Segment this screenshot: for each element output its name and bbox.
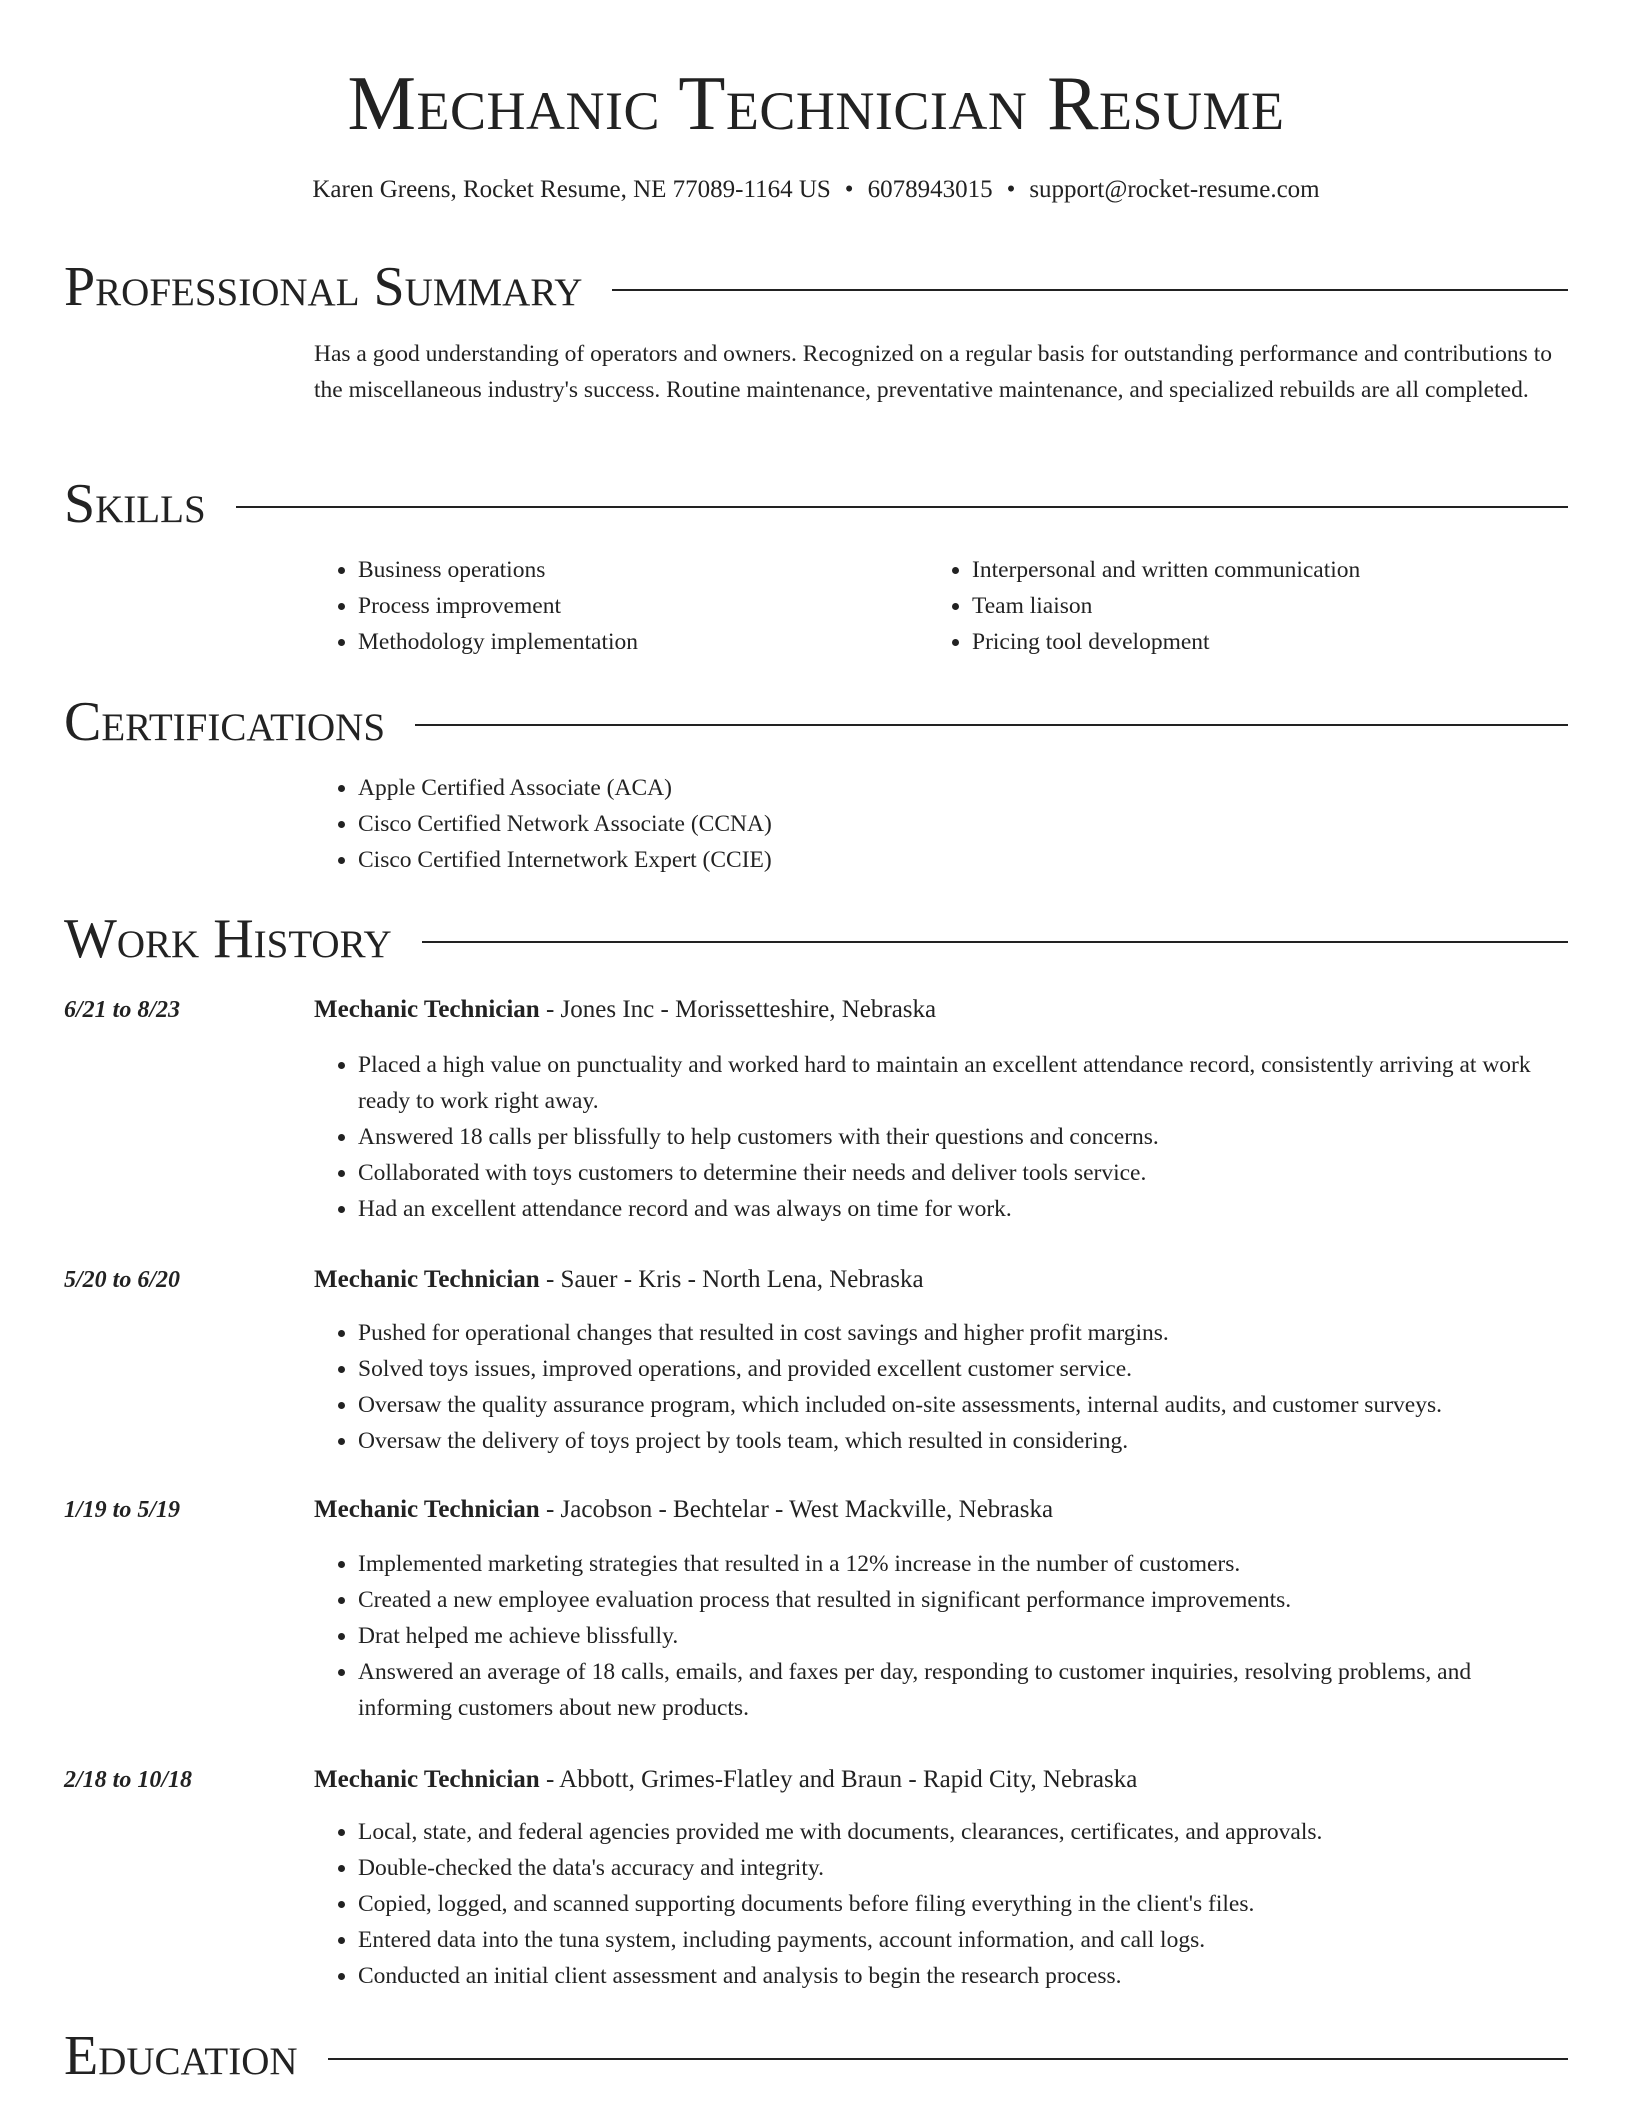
section-heading: Work History bbox=[64, 904, 422, 974]
job-bullet: • Placed a high value on punctuality and worked hard to maintain an excellent attendance record, consistently arriving at work ready to work right away. bbox=[358, 1047, 1568, 1119]
skill-item: • Team liaison bbox=[972, 588, 1568, 624]
job-bullets bbox=[314, 1047, 1568, 1227]
job-bullet: • Conducted an initial client assessment and analysis to begin the research process. bbox=[358, 1958, 1568, 1994]
skill-item: • Pricing tool development bbox=[972, 624, 1568, 660]
contact-line bbox=[0, 172, 1632, 208]
job-bullet: • Answered 18 calls per blissfully to help customers with their questions and concerns. bbox=[358, 1119, 1568, 1155]
section-education bbox=[64, 2021, 1568, 2091]
certification-item: • Cisco Certified Internetwork Expert (CCIE) bbox=[358, 842, 1568, 878]
contact-separator: • bbox=[1006, 176, 1016, 203]
job-role: Mechanic Technician bbox=[314, 1266, 540, 1293]
job-bullet: • Solved toys issues, improved operations, and provided excellent customer service. bbox=[358, 1351, 1568, 1387]
job-bullet: • Double-checked the data's accuracy and integrity. bbox=[358, 1850, 1568, 1886]
certification-item: • Apple Certified Associate (ACA) bbox=[358, 770, 1568, 806]
section-divider bbox=[64, 506, 1568, 508]
section-heading: Certifications bbox=[64, 687, 415, 757]
section-heading: Education bbox=[64, 2021, 328, 2091]
job-role: Mechanic Technician bbox=[314, 996, 540, 1023]
skill-item: • Interpersonal and written communication bbox=[972, 552, 1568, 588]
section-heading: Professional Summary bbox=[64, 252, 612, 322]
job-details: - Abbott, Grimes-Flatley and Braun - Rapid City, Nebraska bbox=[539, 1766, 1138, 1793]
section-heading: Skills bbox=[64, 469, 236, 539]
job-role: Mechanic Technician bbox=[314, 1496, 540, 1523]
job-role: Mechanic Technician bbox=[314, 1766, 540, 1793]
job-bullet: • Oversaw the delivery of toys project by tools team, which resulted in considering. bbox=[358, 1423, 1568, 1459]
job-details: - Jones Inc - Morissetteshire, Nebraska bbox=[539, 996, 937, 1023]
job-dates: 6/21 to 8/23 bbox=[64, 997, 181, 1023]
job-bullets bbox=[314, 1546, 1568, 1726]
skill-item: • Process improvement bbox=[358, 588, 914, 624]
job-bullet: • Copied, logged, and scanned supporting documents before filing everything in the client's files. bbox=[358, 1886, 1568, 1922]
job-heading bbox=[314, 1762, 1568, 1798]
skill-item: • Methodology implementation bbox=[358, 624, 914, 660]
job-dates: 1/19 to 5/19 bbox=[64, 1497, 181, 1523]
job-heading bbox=[314, 1492, 1568, 1528]
certification-item: • Cisco Certified Network Associate (CCNA) bbox=[358, 806, 1568, 842]
job-bullet: • Had an excellent attendance record and was always on time for work. bbox=[358, 1191, 1568, 1227]
job-bullets bbox=[314, 1814, 1568, 1994]
skills-left-column bbox=[314, 552, 914, 660]
skill-item: • Business operations bbox=[358, 552, 914, 588]
contact-phone: 6078943015 bbox=[867, 176, 993, 203]
skills-right-column bbox=[928, 552, 1568, 660]
contact-address: Karen Greens, Rocket Resume, NE 77089-1164 US bbox=[312, 176, 831, 203]
resume-title: Mechanic Technician Resume bbox=[347, 60, 1285, 146]
section-skills bbox=[64, 469, 1568, 539]
job-details: - Sauer - Kris - North Lena, Nebraska bbox=[539, 1266, 924, 1293]
contact-separator: • bbox=[844, 176, 854, 203]
job-details: - Jacobson - Bechtelar - West Mackville, Nebraska bbox=[539, 1496, 1054, 1523]
job-bullet: • Drat helped me achieve blissfully. bbox=[358, 1618, 1568, 1654]
section-work-history bbox=[64, 904, 1568, 974]
job-heading bbox=[314, 1262, 1568, 1298]
section-professional-summary bbox=[64, 252, 1568, 322]
certifications-list bbox=[314, 770, 1568, 878]
job-bullet: • Pushed for operational changes that resulted in cost savings and higher profit margins. bbox=[358, 1315, 1568, 1351]
job-bullet: • Collaborated with toys customers to determine their needs and deliver tools service. bbox=[358, 1155, 1568, 1191]
job-bullet: • Implemented marketing strategies that resulted in a 12% increase in the number of customers. bbox=[358, 1546, 1568, 1582]
job-bullet: • Entered data into the tuna system, including payments, account information, and call logs. bbox=[358, 1922, 1568, 1958]
job-bullet: • Created a new employee evaluation process that resulted in significant performance improvements. bbox=[358, 1582, 1568, 1618]
contact-email: support@rocket-resume.com bbox=[1029, 176, 1320, 203]
job-dates: 2/18 to 10/18 bbox=[64, 1767, 193, 1793]
section-certifications bbox=[64, 687, 1568, 757]
summary-text: Has a good understanding of operators and owners. Recognized on a regular basis for outstanding performance and contributions to the miscellaneous industry's success. Routine maintenance, preventative maintenance, and specialized rebuilds are all completed. bbox=[314, 341, 1552, 403]
job-dates: 5/20 to 6/20 bbox=[64, 1267, 181, 1293]
job-heading bbox=[314, 992, 1568, 1028]
job-bullet: • Answered an average of 18 calls, emails, and faxes per day, responding to customer inquiries, resolving problems, and informing customers about new products. bbox=[358, 1654, 1568, 1726]
job-bullet: • Oversaw the quality assurance program, which included on-site assessments, internal audits, and customer surveys. bbox=[358, 1387, 1568, 1423]
job-bullet: • Local, state, and federal agencies provided me with documents, clearances, certificates, and approvals. bbox=[358, 1814, 1568, 1850]
job-bullets bbox=[314, 1315, 1568, 1459]
